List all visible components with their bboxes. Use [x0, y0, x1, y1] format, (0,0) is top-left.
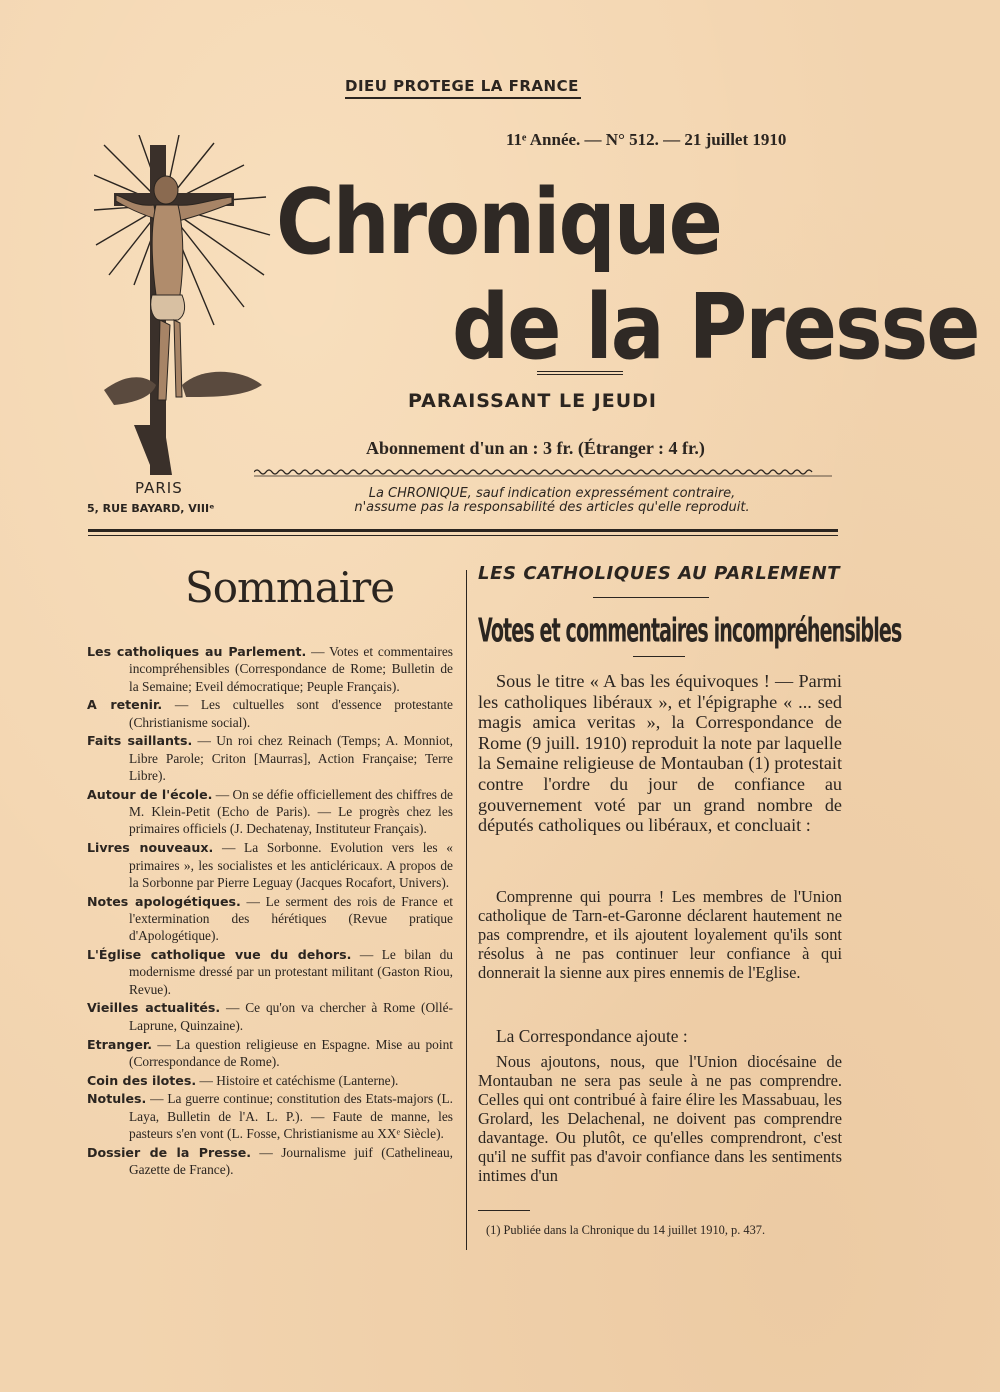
wavy-divider: [254, 467, 832, 477]
toc-item: [87, 1072, 453, 1089]
table-of-contents: [87, 643, 453, 1180]
article-paragraph: Sous le titre « A bas les équivoques ! — Parmi les catholiques libéraux », et l'épigraphe « ... sed magis amica veritas », la Correspondance de Rome (9 juill. 1910) reproduit la note par laquelle la Semaine religieuse de Montauban (1) protestait contre l'ordre du jour de confiance au gouvernement voté par un grand nombre de députés catholiques ou libéraux, et concluait :: [478, 671, 842, 836]
title-line-2: de la Presse: [452, 275, 979, 380]
toc-item-text: — Le bilan du modernisme dressé par un protestant militant (Gaston Riou, Revue).: [129, 947, 453, 997]
toc-item-text: — Ce qu'on va chercher à Rome (Ollé-Laprune, Quinzaine).: [129, 1000, 453, 1033]
article-paragraph: La Correspondance ajoute :: [496, 1026, 688, 1046]
article-quote-paragraph: Nous ajoutons, nous, que l'Union diocésaine de Montauban ne sera pas seule à ne pas comprendre. Celles qui ont contribué à faire élire les Massabuau, les Grolard, les Delachenal, ne doivent pas comprendre davantage. Ou plutôt, ce qu'elles comprendront, c'est qu'il ne suffit pas d'avoir confiance dans les sentiments intimes d'un: [478, 1052, 842, 1185]
toc-item-text: — Un roi chez Reinach (Temps; A. Monniot, Libre Parole; Criton [Maurras], Action Française; Terre Libre).: [129, 733, 453, 784]
toc-item-head: Coin des ilotes.: [87, 1072, 197, 1088]
toc-item-head: Les catholiques au Parlement.: [87, 644, 307, 659]
toc-item: [87, 946, 453, 998]
title-ornament-rule: [537, 371, 623, 375]
toc-item: [87, 999, 453, 1034]
toc-item-head: Livres nouveaux.: [87, 840, 214, 856]
footnote-rule: [478, 1210, 530, 1211]
toc-item-head: Etranger.: [87, 1036, 153, 1052]
subscription-price: Abonnement d'un an : 3 fr. (Étranger : 4 fr.): [366, 438, 705, 458]
toc-item: [87, 893, 453, 945]
toc-item-text: — On se défie officiellement des chiffres de M. Klein-Petit (Echo de Paris). — Le progrès chez les primaires officiels (J. Dechatenay, Instituteur Français).: [129, 786, 453, 837]
toc-item-text: — Le serment des rois de France et l'extermination des hérétiques (Revue pratique d'Apologétique).: [129, 893, 454, 944]
motto: DIEU PROTEGE LA FRANCE: [345, 77, 581, 99]
toc-item-text: — Votes et commentaires incompréhensibles (Correspondance de Rome; Bulletin de la Semaine; Eveil démocratique; Peuple Français).: [129, 644, 453, 694]
toc-item-text: — Les cultuelles sont d'essence protestante (Christianisme social).: [129, 697, 453, 730]
section-rule: [593, 597, 709, 598]
toc-item-head: Vieilles actualités.: [87, 1000, 221, 1016]
crucifix-illustration: [94, 135, 272, 475]
disclaimer: [292, 487, 812, 515]
toc-item-head: Notes apologétiques.: [87, 893, 241, 909]
city: PARIS: [135, 479, 183, 497]
toc-item-text: — La Sorbonne. Evolution vers les « primaires », les socialistes et les anticléricaux. A propos de la Sorbonne par Pierre Leguay (Jacques Rocafort, Univers).: [129, 840, 454, 890]
toc-item: [87, 1036, 453, 1071]
toc-item: [87, 643, 453, 695]
title-line-1: Chronique: [276, 170, 721, 275]
disclaimer-line-2: n'assume pas la responsabilité des articles qu'elle reproduit.: [354, 500, 750, 515]
toc-item: [87, 696, 453, 731]
issue-line: 11ᵉ Année. — N° 512. — 21 juillet 1910: [506, 130, 787, 149]
toc-item-head: L'Église catholique vue du dehors.: [87, 947, 352, 963]
periodicity: PARAISSANT LE JEUDI: [408, 390, 658, 412]
toc-item-text: — La guerre continue; constitution des Etats-majors (L. Laya, Bulletin de l'A. L. P.). — Faute de manne, les pasteurs s'en vont (L. Fosse, Christianisme au XXᵉ Siècle).: [129, 1091, 453, 1142]
column-divider: [466, 570, 467, 1250]
footnote: (1) Publiée dans la Chronique du 14 juillet 1910, p. 437.: [486, 1223, 766, 1237]
toc-item: [87, 1090, 453, 1142]
toc-item: [87, 839, 453, 891]
toc-item: [87, 732, 453, 784]
toc-item: [87, 1144, 453, 1179]
toc-item-text: — Journalisme juif (Cathelineau, Gazette de France).: [129, 1144, 453, 1178]
address: 5, RUE BAYARD, VIIIᵉ: [87, 502, 215, 515]
toc-item-head: Notules.: [87, 1091, 147, 1107]
article-title-rule: [633, 656, 685, 657]
masthead-rule-thin: [88, 535, 838, 536]
toc-item-head: A retenir.: [87, 697, 163, 713]
article-title: Votes et commentaires incompréhensibles: [478, 612, 902, 650]
toc-item-head: Faits saillants.: [87, 733, 193, 749]
sommaire-title: Sommaire: [185, 563, 395, 612]
toc-item: [87, 786, 453, 838]
toc-item-head: Autour de l'école.: [87, 786, 213, 802]
toc-item-text: — La question religieuse en Espagne. Mise au point (Correspondance de Rome).: [129, 1036, 453, 1069]
disclaimer-line-1: La CHRONIQUE, sauf indication expressément contraire,: [368, 486, 736, 501]
section-heading: LES CATHOLIQUES AU PARLEMENT: [478, 563, 841, 584]
article-quote-paragraph: Comprenne qui pourra ! Les membres de l'Union catholique de Tarn-et-Garonne déclarent hautement ne pas comprendre, et ils ajoutent loyalement qu'ils sont résolus à ne pas continuer leur confiance à qui donnerait la sienne aux pires ennemis de l'Eglise.: [478, 887, 842, 982]
toc-item-head: Dossier de la Presse.: [87, 1144, 252, 1160]
masthead-rule-thick: [88, 529, 838, 532]
toc-item-text: — Histoire et catéchisme (Lanterne).: [196, 1072, 399, 1088]
